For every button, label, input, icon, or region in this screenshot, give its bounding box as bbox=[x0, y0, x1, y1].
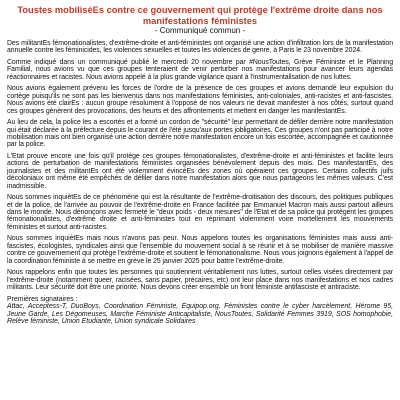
paragraph-call-to-action: Nous sommes inquiètEs mais nous n'avons pas peur. Nous appelons toutes les organisations féministes mais aussi anti-fascistes, écologistes, syndicales ainsi que l'ensemble du mouvement social à se réunir et à se mobiliser de manière massive contre ce gouvernement qui protège l'extrême-droite et soutient le fémonationalisme. Nous vous joignons également à l'appel de la coordination féministe à se mettre en grève le 25 janvier 2025 pour battre l'extrême-droite. bbox=[7, 235, 393, 265]
paragraph-state-protection: L'Etat prouve encore une fois qu'il protège ces groupes fémonationalistes, d'extrême-droite et anti-féministes et facilite leurs actions de perturbation de manifestations féministes organisées bénévolement depuis des mois. Des manifestantEs, des journalistes et des militantEs ont été violemment évincéEs des zones où opéraient ces groupes. Certains collectifs juifs décoloniaux ont même été empêchés de défiler dans notre manifestation alors que nous partageons les mêmes valeurs. C'est inadmissible. bbox=[7, 153, 393, 190]
paragraph-intro: Des militantEs fémonationalistes, d'extrême-droite et anti-féministes ont organisé une action d'infiltration lors de la manifestation annuelle contre les féminicides, les violences sexuelles et toutes les violences de genre, à Paris le 23 novembre 2024. bbox=[7, 40, 393, 55]
paragraph-solidarity: Nous rappelons enfin que toutes les personnes qui soutiennent véritablement nos luttes, surtout celles visées directement par l'extrême-droite (notamment queer, racisées, sans papier, précaires, etc) ont leur place dans nos manifestations et nos cadres militants. Leur sécurité doit être une priorité. Nous devons créer ensemble un front féministe antifasciste et antiraciste. bbox=[7, 269, 393, 292]
paragraph-warning: Comme indiqué dans un communiqué publié le mercredi 20 novembre par #NousToutes, Grève Féministe et le Planning Familial, nous avions vu que ces groupes tenteraient de venir perturber nos manifestations pour avancer leurs agendas réactionnaires et racistes. Nous avions appelé à la plus grande vigilance quant à l'instrumentalisation de nos luttes. bbox=[7, 59, 393, 81]
paragraph-police-escort: Au lieu de cela, la police les a escortés et a formé un cordon de "sécurité" leur permettant de défiler derrière notre manifestation qui était déclarée à la préfecture depuis le courant de l'été jusqu'aux portes jobligatoires. Ces groupes n'ont pas participé à notre mobilisation mais ont bien organisé une action derrière notre manifestation encore un fois escortée, accompagnée et cautionnée par la police. bbox=[7, 119, 393, 149]
signatories-heading: Premières signataires : bbox=[7, 295, 78, 303]
document-title: Toustes mobiliséEs contre ce gouvernement qui protège l'extrême droite dans nos manifestations féministes bbox=[17, 5, 383, 26]
signatories-list: Attac, Acceptess-T, DuoBoys, Coordination Féministe, Equipop.org, Féministes contre le cyber harcèlement, Hérome 95, Jeune Garde, Les Dégomeuses, Marche Féministe Anticapitaliste, NousToutes, Solidarité Femmes 3919, SOS homophobie, Relève féministe, Union Etudiante, Union syndicale Solidaires bbox=[7, 303, 393, 325]
document-subtitle: - Communiqué commun - bbox=[154, 26, 246, 35]
paragraph-concern: Nous sommes inquiètEs de ce phénomène qui est la résultante de l'extrême-droitisation des discours, des politiques publiques et de la police, de l'arrivée au pouvoir de l'extrême-droite en France facilitée par Emmanuel Macron mais aussi partout ailleurs dans le monde. Nous dénonçons avec fermeté le "deux poids - deux mesures" de l'Etat et de sa police qui protègent les groupes fémonationalistes, d'extrême droite et anti-féministes tout en réprimant violemment voire mortellement les mouvements féministes et surtout anti-racistes. bbox=[7, 194, 393, 231]
paragraph-police-warned: Nous avions également prévenu les forces de l'ordre de la présence de ces groupes et avions demandé leur expulsion du cortège puisqu'ils ne sont pas les bienvenus dans nos manifestations féministes, anti-coloniales, anti-racistes et anti-fascistes. Nous avions été clairEs : aucun groupe résolument à l'opposé de nos valeurs ne devait manifester à nos côtés, surtout quand ces groupes génèrent des provocations, des heurts et des affrontements et mettent en danger les manifestantEs. bbox=[7, 85, 393, 115]
